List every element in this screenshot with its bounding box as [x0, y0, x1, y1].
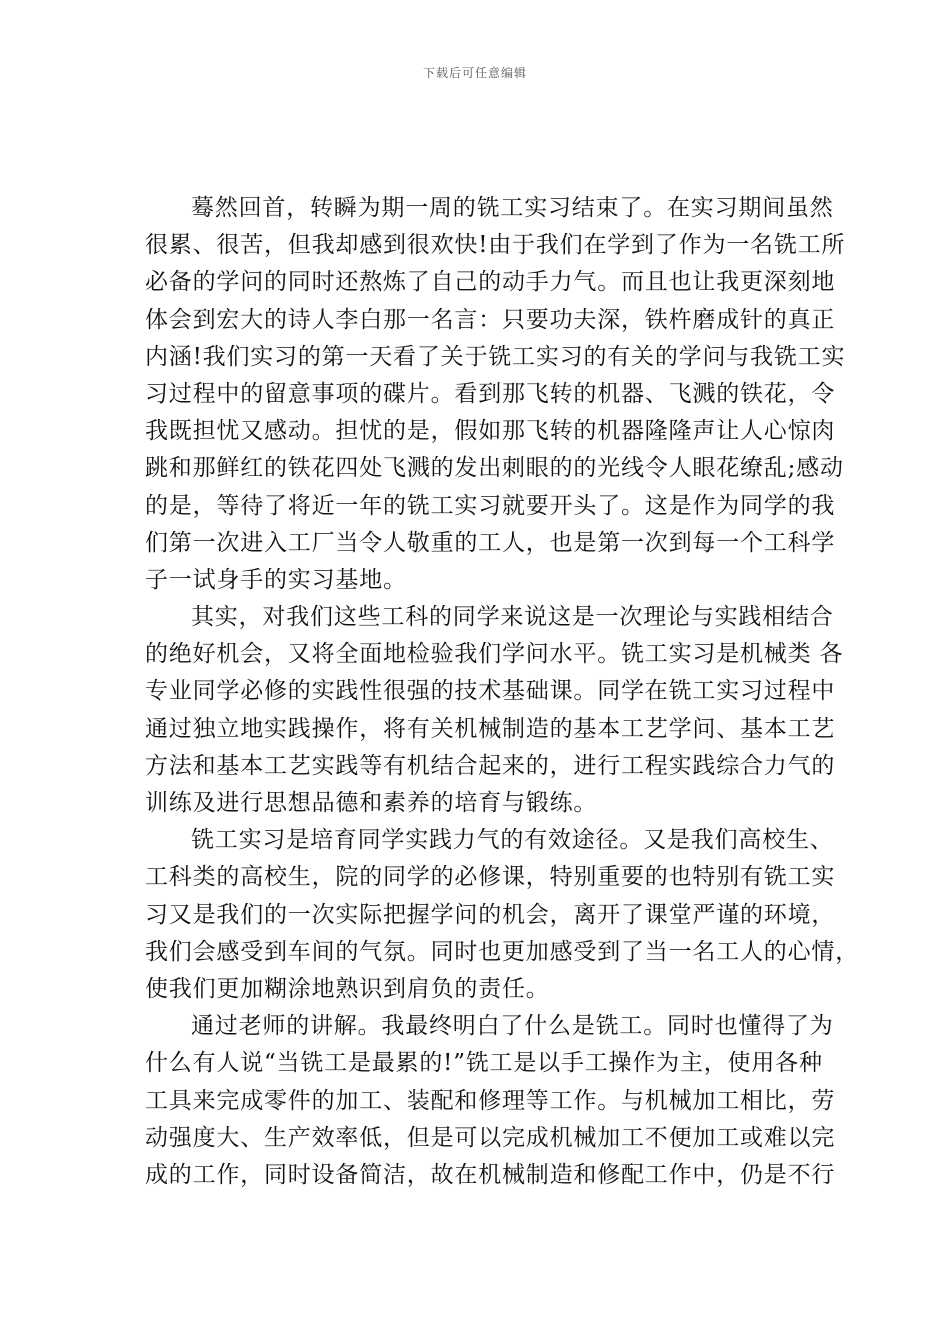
text-line: 习过程中的留意事项的碟片。看到那飞转的机器、飞溅的铁花，令 — [145, 380, 836, 407]
text-line: 成的工作，同时设备简洁，故在机械制造和修配工作中，仍是不行 — [145, 1161, 836, 1188]
text-line: 使我们更加糊涂地熟识到肩负的责任。 — [145, 975, 550, 1002]
text-line: 们第一次进入工厂当令人敬重的工人，也是第一次到每一个工科学 — [145, 529, 836, 556]
text-line: 跳和那鲜红的铁花四处飞溅的发出刺眼的的光线令人眼花缭乱;感动 — [145, 455, 844, 482]
text-line: 我既担忧又感动。担忧的是，假如那飞转的机器隆隆声让人心惊肉 — [145, 418, 836, 445]
text-line: 工科类的高校生，院的同学的必修课，特别重要的也特别有铣工实 — [145, 864, 836, 891]
text-line: 铣工实习是培育同学实践力气的有效途径。又是我们高校生、 — [191, 827, 834, 854]
text-line: 动强度大、生产效率低，但是可以完成机械加工不便加工或难以完 — [145, 1124, 836, 1151]
text-line: 什么有人说“当铣工是最累的!”铣工是以手工操作为主，使用各种 — [145, 1050, 823, 1077]
text-line: 我们会感受到车间的气氛。同时也更加感受到了当一名工人的心情， — [145, 938, 859, 965]
text-line: 体会到宏大的诗人李白那一名言：只要功夫深，铁杵磨成针的真正 — [145, 306, 836, 333]
text-line: 专业同学必修的实践性很强的技术基础课。同学在铣工实习过程中 — [145, 678, 836, 705]
text-line: 训练及进行思想品德和素养的培育与锻练。 — [145, 790, 598, 816]
text-line: 的是，等待了将近一年的铣工实习就要开头了。这是作为同学的我 — [145, 492, 836, 519]
text-line: 的绝好机会，又将全面地检验我们学问水平。铣工实习是机械类 各 — [145, 641, 844, 668]
text-line: 通过独立地实践操作，将有关机械制造的基本工艺学问、基本工艺 — [145, 715, 836, 742]
text-line: 习又是我们的一次实际把握学问的机会，离开了课堂严谨的环境， — [145, 901, 836, 928]
text-line: 内涵!我们实习的第一天看了关于铣工实习的有关的学问与我铣工实 — [145, 343, 846, 370]
text-line: 必备的学问的同时还熬炼了自己的动手力气。而且也让我更深刻地 — [145, 269, 836, 296]
document-body — [145, 190, 859, 1194]
text-line: 很累、很苦，但我却感到很欢快!由于我们在学到了作为一名铣工所 — [145, 232, 846, 259]
text-line: 工具来完成零件的加工、装配和修理等工作。与机械加工相比，劳 — [145, 1087, 836, 1114]
text-line: 其实，对我们这些工科的同学来说这是一次理论与实践相结合 — [191, 604, 834, 631]
text-line: 通过老师的讲解。我最终明白了什么是铣工。同时也懂得了为 — [191, 1013, 834, 1040]
text-line: 子一试身手的实习基地。 — [145, 566, 407, 593]
text-line: 方法和基本工艺实践等有机结合起来的，进行工程实践综合力气的 — [145, 752, 836, 779]
page-header: 下载后可任意编辑 — [422, 66, 527, 80]
text-line: 蓦然回首，转瞬为期一周的铣工实习结束了。在实习期间虽然 — [191, 195, 834, 221]
